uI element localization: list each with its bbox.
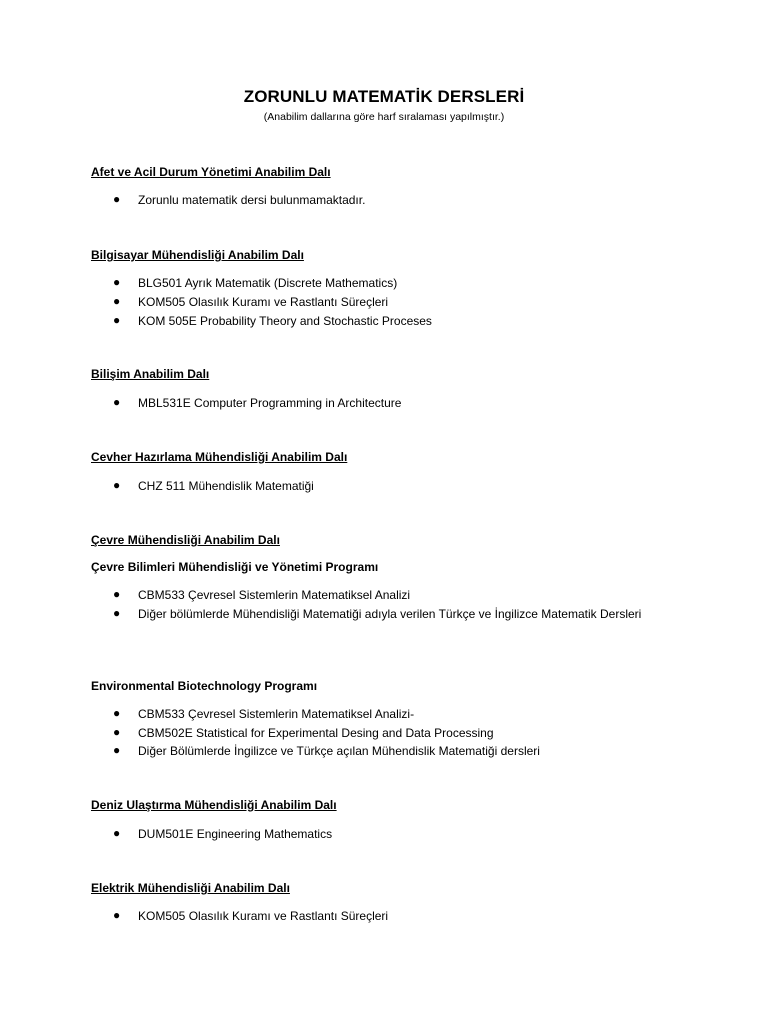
bullet-icon: ● (113, 192, 121, 206)
bullet-icon: ● (113, 294, 121, 308)
bullet-icon: ● (113, 706, 121, 720)
section-heading-bilgisayar: Bilgisayar Mühendisliği Anabilim Dalı (91, 248, 304, 262)
bullet-icon: ● (113, 478, 121, 492)
bullet-icon: ● (113, 743, 121, 757)
section-heading-deniz: Deniz Ulaştırma Mühendisliği Anabilim Dalı (91, 798, 337, 812)
bullet-icon: ● (113, 725, 121, 739)
bullet-icon: ● (113, 908, 121, 922)
program-heading-environmental-biotechnology: Environmental Biotechnology Programı (91, 679, 318, 693)
section-heading-elektrik: Elektrik Mühendisliği Anabilim Dalı (91, 881, 290, 895)
bullet-icon: ● (113, 313, 121, 327)
bullet-icon: ● (113, 606, 121, 620)
bullet-icon: ● (113, 826, 121, 840)
bullet-icon: ● (113, 587, 121, 601)
bullet-icon: ● (113, 275, 121, 289)
page-title: ZORUNLU MATEMATİK DERSLERİ (243, 87, 525, 106)
bullet-icon: ● (113, 395, 121, 409)
section-heading-cevre: Çevre Mühendisliği Anabilim Dalı (91, 533, 280, 547)
section-heading-cevher: Cevher Hazırlama Mühendisliği Anabilim Dalı (91, 450, 348, 464)
program-heading-cevre-bilimleri: Çevre Bilimleri Mühendisliği ve Yönetimi Programı (91, 560, 379, 574)
section-heading-bilisim: Bilişim Anabilim Dalı (91, 367, 210, 381)
document-page: ZORUNLU MATEMATİK DERSLERİ (Anabilim dallarına göre harf sıralaması yapılmıştır.) Afet ve Acil Durum Yönetimi Anabilim Dalı ● Zorunlu matematik dersi bulunmamaktadır. Bilgisayar Mühendisliği Anabilim Dalı ● BLG501 Ayrık Matematik (Discrete Mathematics) ● KOM505 Olasılık Kuramı ve Rastlantı Süreçleri ● KOM 505E Probability Theory and Stochastic Proceses Bilişim Anabilim Dalı ● MBL531E Computer Programming in Architecture Cevher Hazırlama Mühendisliği Anabilim Dalı ● CHZ 511 Mühendislik Matematiği Çevre Mühendisliği Anabilim Dalı Çevre Bilimleri Mühendisliği ve Yönetimi Programı ● CBM533 Çevresel Sistemlerin Matematiksel Analizi ● Diğer bölümlerde Mühendisliği Matematiği adıyla verilen Türkçe ve İngilizce Matematik Dersleri Environmental Biotechnology Programı ● CBM533 Çevresel Sistemlerin Matematiksel Analizi- ● CBM502E Statistical for Experimental Desing and Data Processing ● Diğer Bölümlerde İngilizce ve Türkçe açılan Mühendislik Matematiği dersleri Deniz Ulaştırma Mühendisliği Anabilim Dalı ● DUM501E Engineering Mathematics Elektrik Mühendisliği Anabilim Dalı ● KOM505 Olasılık Kuramı ve Rastlantı Süreçleri (0, 0, 768, 1024)
section-heading-afet: Afet ve Acil Durum Yönetimi Anabilim Dalı (91, 165, 331, 179)
page-subtitle: (Anabilim dallarına göre harf sıralaması yapılmıştır.) (263, 111, 505, 123)
